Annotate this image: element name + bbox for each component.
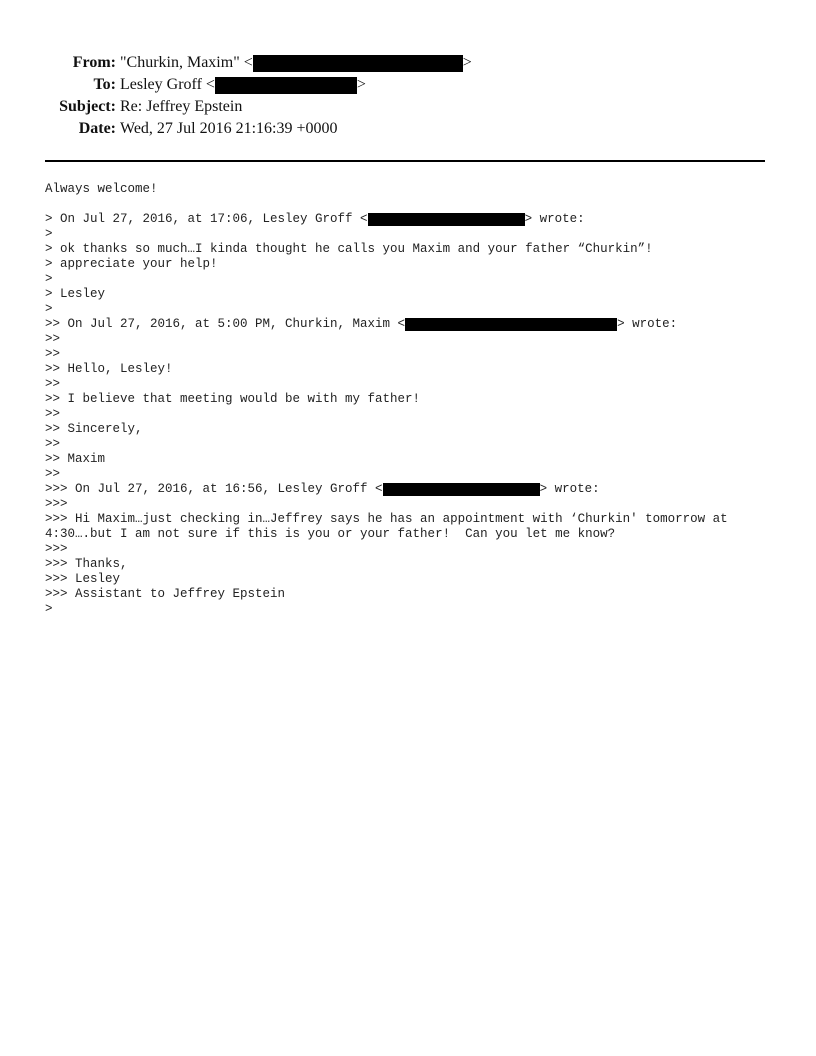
body-line: >> <box>45 467 61 481</box>
subject-label: Subject: <box>59 98 116 115</box>
email-header <box>0 52 816 140</box>
body-line: Always welcome! <box>45 182 158 196</box>
body-line: > <box>45 302 53 316</box>
body-line: >> <box>45 332 61 346</box>
body-line: > appreciate your help! <box>45 257 218 271</box>
header-divider <box>45 160 765 162</box>
body-line: 4:30….but I am not sure if this is you or your father! Can you let me know? <box>45 527 616 541</box>
body-line: >> <box>45 377 61 391</box>
date-value: Wed, 27 Jul 2016 21:16:39 +0000 <box>120 120 338 137</box>
quote-header-text: > On Jul 27, 2016, at 17:06, Lesley Groff < <box>45 212 368 226</box>
from-value <box>120 52 472 74</box>
body-line: >> <box>45 407 61 421</box>
body-line: >> <box>45 437 61 451</box>
body-line: >> I believe that meeting would be with my father! <box>45 392 421 406</box>
body-line: >>> Thanks, <box>45 557 128 571</box>
quote-header-line <box>45 317 775 332</box>
body-line: >>> Assistant to Jeffrey Epstein <box>45 587 286 601</box>
from-label: From: <box>72 54 116 71</box>
subject-value: Re: Jeffrey Epstein <box>120 98 243 115</box>
body-line: >> <box>45 347 61 361</box>
quote-header-line <box>45 482 775 497</box>
to-close: > <box>356 76 366 93</box>
to-value <box>120 74 366 96</box>
body-line: > <box>45 602 53 616</box>
redaction-block <box>253 55 463 72</box>
body-line: > <box>45 227 53 241</box>
quote-header-suffix: > wrote: <box>524 212 585 226</box>
quote-header-text: >> On Jul 27, 2016, at 5:00 PM, Churkin, Maxim < <box>45 317 406 331</box>
email-body <box>45 182 775 617</box>
to-label: To: <box>93 76 116 93</box>
redaction-block <box>405 318 617 331</box>
from-row <box>0 52 816 74</box>
body-line: > ok thanks so much…I kinda thought he calls you Maxim and your father “Churkin”! <box>45 242 653 256</box>
body-line: > <box>45 272 53 286</box>
date-row <box>0 118 816 140</box>
body-line: >>> <box>45 497 68 511</box>
body-line: >>> Hi Maxim…just checking in…Jeffrey says he has an appointment with ‘Churkin' tomorrow at <box>45 512 728 526</box>
redaction-block <box>368 213 525 226</box>
to-row <box>0 74 816 96</box>
body-line: >>> Lesley <box>45 572 121 586</box>
from-name: "Churkin, Maxim" < <box>120 54 253 71</box>
to-name: Lesley Groff < <box>120 76 215 93</box>
body-line: >> Sincerely, <box>45 422 143 436</box>
body-line: > Lesley <box>45 287 106 301</box>
redaction-block <box>215 77 357 94</box>
quote-header-suffix: > wrote: <box>539 482 600 496</box>
quote-header-suffix: > wrote: <box>617 317 678 331</box>
quote-header-line <box>45 212 775 227</box>
body-line: >> Hello, Lesley! <box>45 362 173 376</box>
body-line: >>> <box>45 542 68 556</box>
from-close: > <box>462 54 472 71</box>
redaction-block <box>383 483 540 496</box>
quote-header-text: >>> On Jul 27, 2016, at 16:56, Lesley Groff < <box>45 482 383 496</box>
body-line: >> Maxim <box>45 452 106 466</box>
blank-line <box>45 197 775 212</box>
date-label: Date: <box>78 120 116 137</box>
subject-row <box>0 96 816 118</box>
